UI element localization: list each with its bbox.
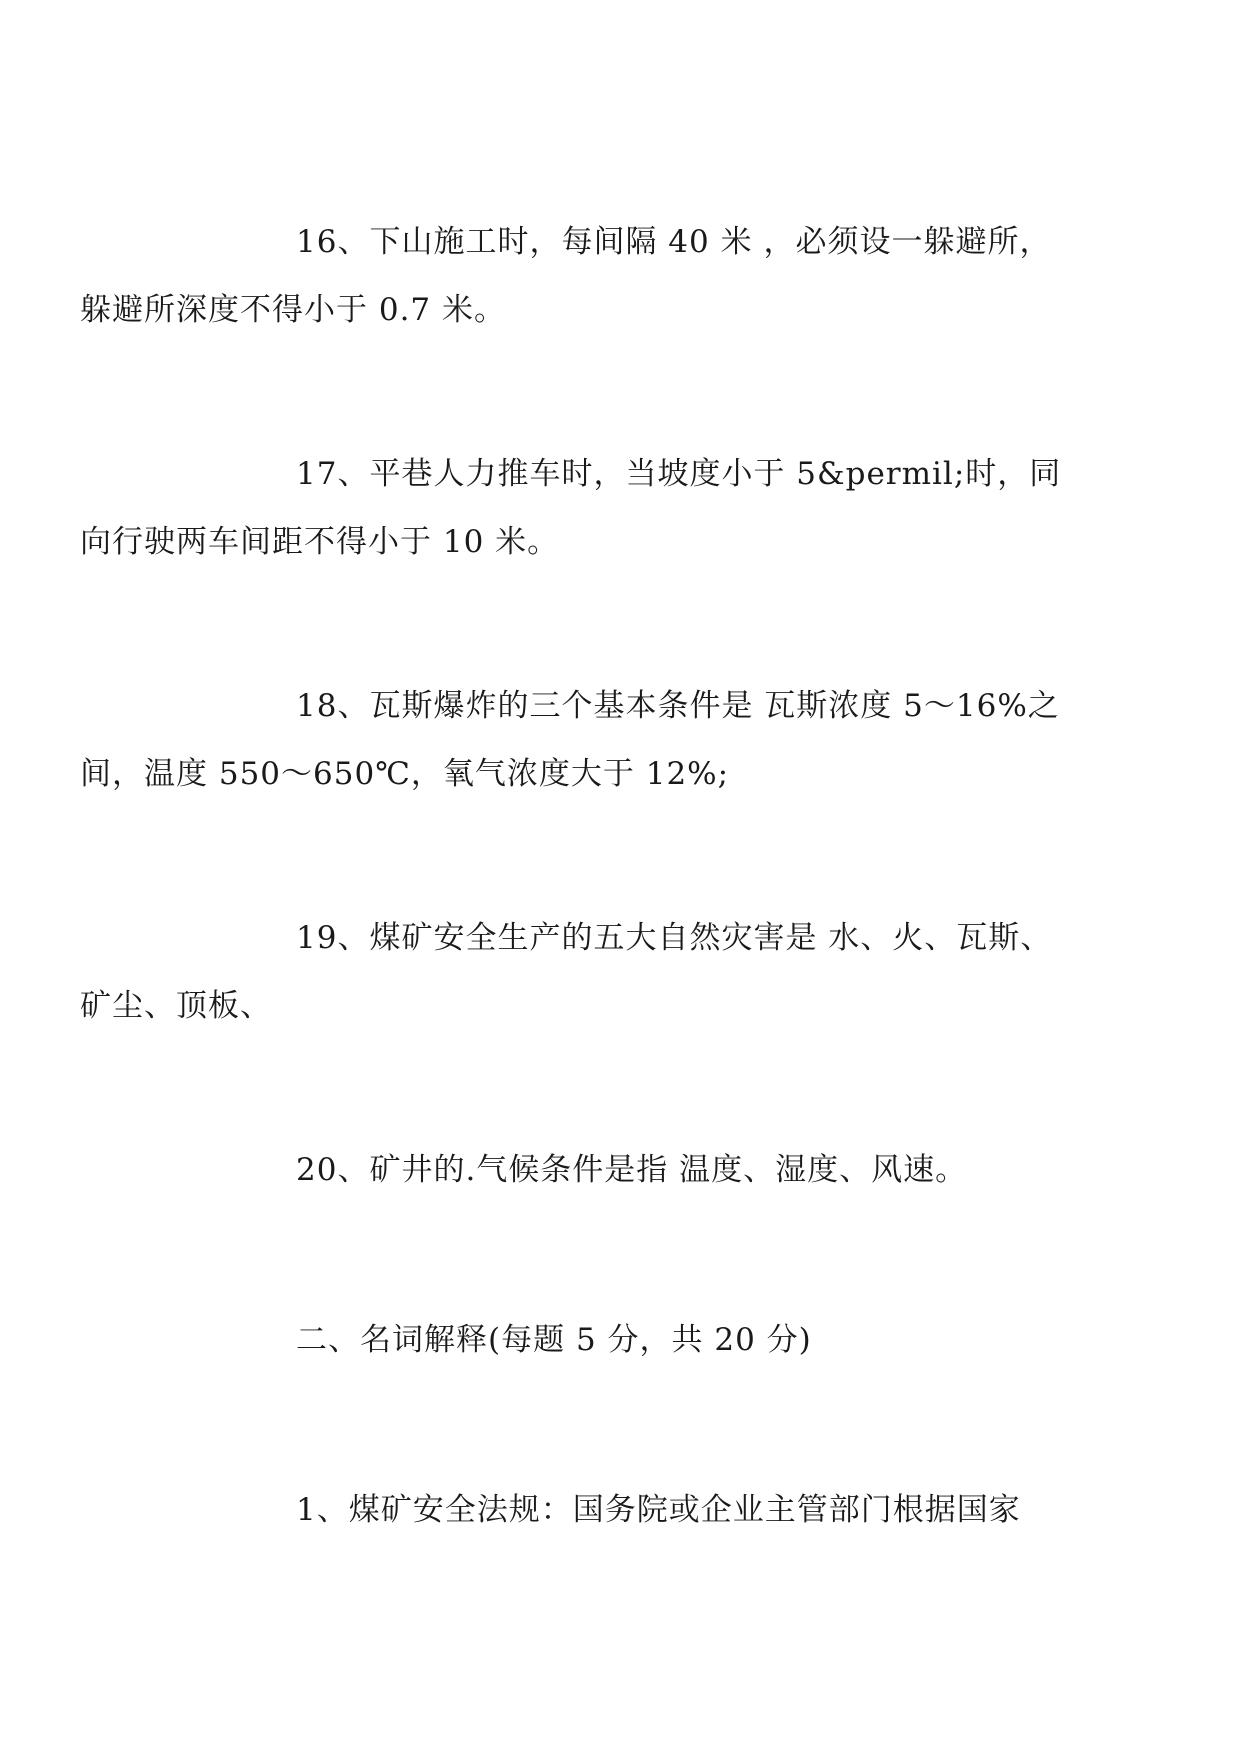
question-20-line-1: 20、矿井的.气候条件是指 温度、湿度、风速。 <box>296 1152 968 1188</box>
section-heading-definitions <box>188 1306 1068 1374</box>
section-heading-text: 二、名词解释(每题 5 分，共 20 分) <box>296 1322 812 1358</box>
question-16-line-2: 躲避所深度不得小于 0.7 米。 <box>80 292 507 328</box>
definition-1-line-1: 1、煤矿安全法规：国务院或企业主管部门根据国家 <box>296 1492 1021 1528</box>
question-16-line-1: 16、下山施工时，每间隔 40 米 ，必须设一躲避所， <box>296 224 1052 260</box>
question-16 <box>80 208 1068 344</box>
question-20 <box>188 1136 1068 1204</box>
question-19-line-1: 19、煤矿安全生产的五大自然灾害是 水、火、瓦斯、 <box>296 920 1053 956</box>
question-18-line-2: 间，温度 550～650℃，氧气浓度大于 12%; <box>80 756 730 792</box>
question-17-line-2: 向行驶两车间距不得小于 10 米。 <box>80 524 560 560</box>
question-17 <box>80 440 1068 576</box>
question-19-line-2: 矿尘、顶板、 <box>80 988 272 1024</box>
question-17-line-1: 17、平巷人力推车时，当坡度小于 5&permil;时，同 <box>296 456 1062 492</box>
question-19 <box>80 904 1068 1040</box>
question-18 <box>80 672 1068 808</box>
question-18-line-1: 18、瓦斯爆炸的三个基本条件是 瓦斯浓度 5～16%之 <box>296 688 1060 724</box>
definition-1 <box>188 1476 1068 1544</box>
